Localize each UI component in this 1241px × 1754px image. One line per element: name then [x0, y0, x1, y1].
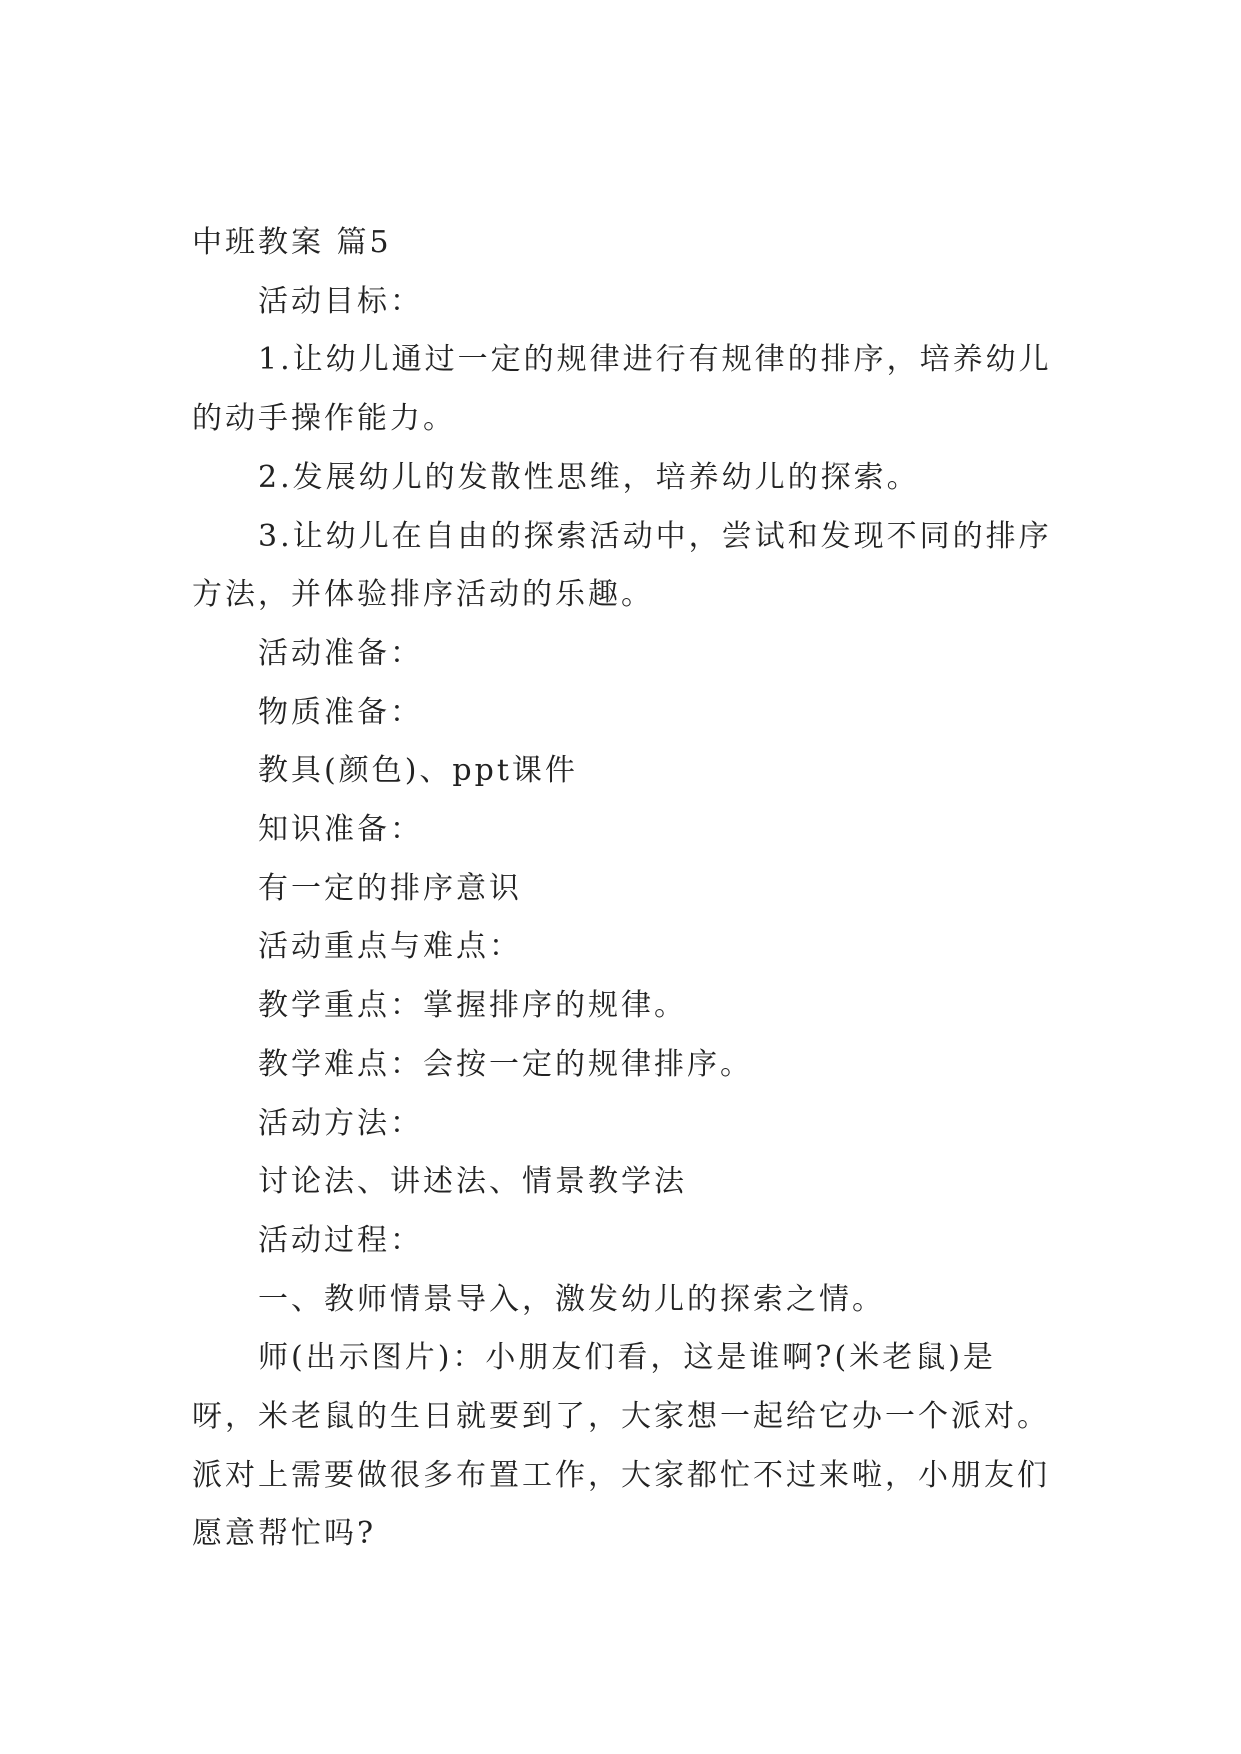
paragraph-teaching-focus: 教学重点：掌握排序的规律。: [258, 988, 687, 1024]
paragraph-teaching-aids: 教具(颜色)、ppt课件: [258, 753, 578, 789]
paragraph-teaching-difficulty: 教学难点：会按一定的规律排序。: [258, 1046, 753, 1082]
paragraph-goal-2: 2.发展幼儿的发散性思维，培养幼儿的探索。: [258, 459, 920, 495]
paragraph-process-heading: 活动过程：: [258, 1222, 423, 1258]
paragraph-key-points-heading: 活动重点与难点：: [258, 929, 522, 965]
paragraph-activity-goals-heading: 活动目标：: [258, 283, 423, 319]
paragraph-teacher-dialogue: 师(出示图片)：小朋友们看，这是谁啊?(米老鼠)是呀，米老鼠的生日就要到了，大家想一起给它办一个派对。派对上需要做很多布置工作，大家都忙不过来啦，小朋友们愿意帮忙吗?: [192, 1340, 1050, 1552]
paragraph-goal-1: 1.让幼儿通过一定的规律进行有规律的排序，培养幼儿的动手操作能力。: [192, 342, 1052, 437]
paragraph-preparation-heading: 活动准备：: [258, 635, 423, 671]
paragraph-step-1: 一、教师情景导入，激发幼儿的探索之情。: [258, 1281, 885, 1317]
document-title: 中班教案 篇5: [192, 225, 392, 260]
paragraph-methods-heading: 活动方法：: [258, 1105, 423, 1141]
paragraph-methods: 讨论法、讲述法、情景教学法: [258, 1164, 687, 1200]
paragraph-sorting-awareness: 有一定的排序意识: [258, 870, 522, 906]
document-body: [192, 214, 1052, 1564]
paragraph-material-preparation: 物质准备：: [258, 694, 423, 730]
paragraph-goal-3: 3.让幼儿在自由的探索活动中，尝试和发现不同的排序方法，并体验排序活动的乐趣。: [192, 518, 1052, 613]
paragraph-knowledge-preparation: 知识准备：: [258, 812, 423, 848]
